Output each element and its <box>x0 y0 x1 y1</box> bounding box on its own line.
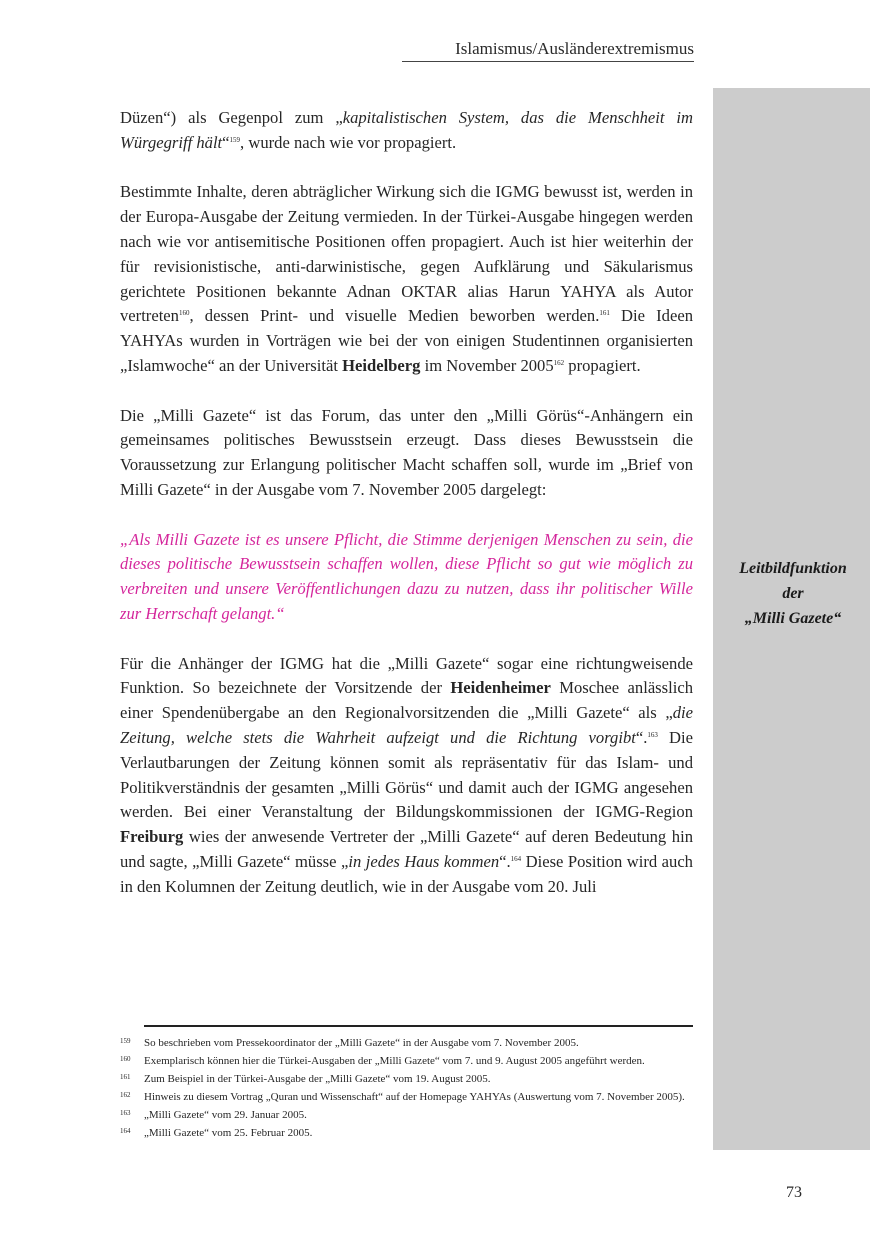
footnote-ref: 161 <box>599 309 610 318</box>
footnotes <box>120 1034 693 1142</box>
text-run: propagiert. <box>564 355 641 375</box>
margin-note <box>713 556 872 631</box>
place-name: Heidenheimer <box>450 678 551 698</box>
text-run: Diese Position wird auch in den Kolumnen der Zeitung deutlich, wie in der Ausgabe vom 20. Juli <box>120 851 693 896</box>
text-run: , wurde nach wie vor propagiert. <box>240 132 457 152</box>
block-quote: „Als Milli Gazete ist es unsere Pflicht, die Stimme derjenigen Menschen zu sein, die dieses politische Bewusstsein schaffen wollen, diese Pflicht so gut wie möglich zu verbreiten und unsere Veröffentlichungen dazu zu nutzen, dass ihr politischer Wille zur Herrschaft gelangt.“ <box>120 529 693 623</box>
margin-note-line: Leitbildfunktion <box>739 560 847 577</box>
text-run: Die Verlautbarungen der Zeitung können somit als repräsentativ für das Islam- und Politikverständnis der gesamten „Milli Görüs“ und damit auch der IGMG angesehen werden. Bei einer Veranstaltung der Bildungskommissionen der IGMG-Region <box>120 727 693 822</box>
footnote-ref: 163 <box>647 730 658 739</box>
text-run: “. <box>635 727 648 747</box>
text-run: “. <box>499 851 511 871</box>
footnote-number: 163 <box>120 1109 131 1117</box>
footnote-number: 160 <box>120 1055 131 1063</box>
paragraph-3: Die „Milli Gazete“ ist das Forum, das unter den „Milli Görüs“-Anhängern ein gemeinsames politisches Bewusstsein erzeugt. Dass dieses Bewusstsein die Voraussetzung zur Erlangung politischer Macht schaffen soll, wurde im „Brief von Milli Gazete“ in der Ausgabe vom 7. November 2005 dargelegt: <box>120 405 693 499</box>
footnote-number: 162 <box>120 1091 131 1099</box>
footnote-text: „Milli Gazete“ vom 29. Januar 2005. <box>144 1109 307 1121</box>
footnote-number: 159 <box>120 1037 131 1045</box>
footnote-ref: 164 <box>510 854 522 863</box>
text-run: Düzen“) als Gegenpol zum „ <box>120 108 343 127</box>
footnote-ref: 160 <box>178 309 190 318</box>
text-run: Bestimmte Inhalte, deren abträglicher Wirkung sich die IGMG bewusst ist, werden in der Europa-Ausgabe der Zeitung vermieden. In der Türkei-Ausgabe hingegen werden nach wie vor antisemitische Positionen offen propagiert. Auch ist hier weiterhin der für revisionistische, anti-darwinistische, gegen Aufklärung und Säkularismus gerichtete Positionen bekannte Adnan OKTAR alias Harun YAHYA als Autor vertreten <box>120 182 693 326</box>
footnote <box>120 1124 693 1142</box>
page-number: 73 <box>786 1184 802 1201</box>
margin-note-line: „Milli Gazete“ <box>744 610 842 627</box>
quoted-text: die Zeitung, welche stets die Wahrheit aufzeigt und die Richtung vorgibt <box>120 703 693 747</box>
footnote <box>120 1088 693 1106</box>
place-name: Freiburg <box>120 827 184 847</box>
footnote <box>120 1034 693 1052</box>
text-run: Für die Anhänger der IGMG hat die „Milli Gazete“ sogar eine richtungweisende Funktion. So bezeichnete der Vorsitzende der <box>120 653 693 698</box>
footnote-text: Exemplarisch können hier die Türkei-Ausgaben der „Milli Gazete“ vom 7. und 9. August 2005 angeführt werden. <box>144 1055 645 1067</box>
text-run: im November 2005 <box>420 355 554 375</box>
quoted-text: kapitalistischen System, das die Menschheit im Würgegriff hält <box>120 108 694 152</box>
quoted-text: in jedes Haus kommen <box>348 851 500 871</box>
footnote-number: 164 <box>120 1127 131 1135</box>
text-run: , dessen Print- und visuelle Medien beworben werden. <box>189 306 600 326</box>
footnote-ref: 162 <box>553 358 565 367</box>
paragraph-4 <box>120 652 693 900</box>
footnote-rule <box>144 1025 693 1027</box>
footnote <box>120 1070 693 1088</box>
text-run: Moschee anlässlich einer Spendenübergabe an den Regionalvorsitzenden die „Milli Gazete“ als „ <box>120 678 693 723</box>
margin-note-line: der <box>782 585 804 602</box>
footnote <box>120 1106 693 1124</box>
place-name: Heidelberg <box>342 355 421 375</box>
footnote <box>120 1052 693 1070</box>
paragraph-2 <box>120 180 693 378</box>
footnote-text: Zum Beispiel in der Türkei-Ausgabe der „Milli Gazete“ vom 19. August 2005. <box>144 1073 491 1085</box>
running-header: Islamismus/Ausländerextremismus <box>402 38 694 62</box>
footnote-text: So beschrieben vom Pressekoordinator der „Milli Gazete“ in der Ausgabe vom 7. November 2005. <box>144 1037 579 1049</box>
footnote-ref: 159 <box>229 135 241 144</box>
text-run: wies der anwesende Vertreter der „Milli Gazete“ auf deren Bedeutung hin und sagte, „Milli Gazete“ müsse „ <box>120 827 693 871</box>
paragraph-1 <box>120 106 693 156</box>
text-run: Die Ideen YAHYAs wurden in Vorträgen wie bei der von einigen Studentinnen organisierten „Islamwoche“ an der Universität <box>120 306 694 375</box>
body-text <box>120 106 693 900</box>
footnote-text: Hinweis zu diesem Vortrag „Quran und Wissenschaft“ auf der Homepage YAHYAs (Auswertung vom 7. November 2005). <box>144 1091 685 1103</box>
text-run: “ <box>222 132 230 152</box>
footnote-number: 161 <box>120 1073 131 1081</box>
footnote-text: „Milli Gazete“ vom 25. Februar 2005. <box>144 1127 313 1139</box>
